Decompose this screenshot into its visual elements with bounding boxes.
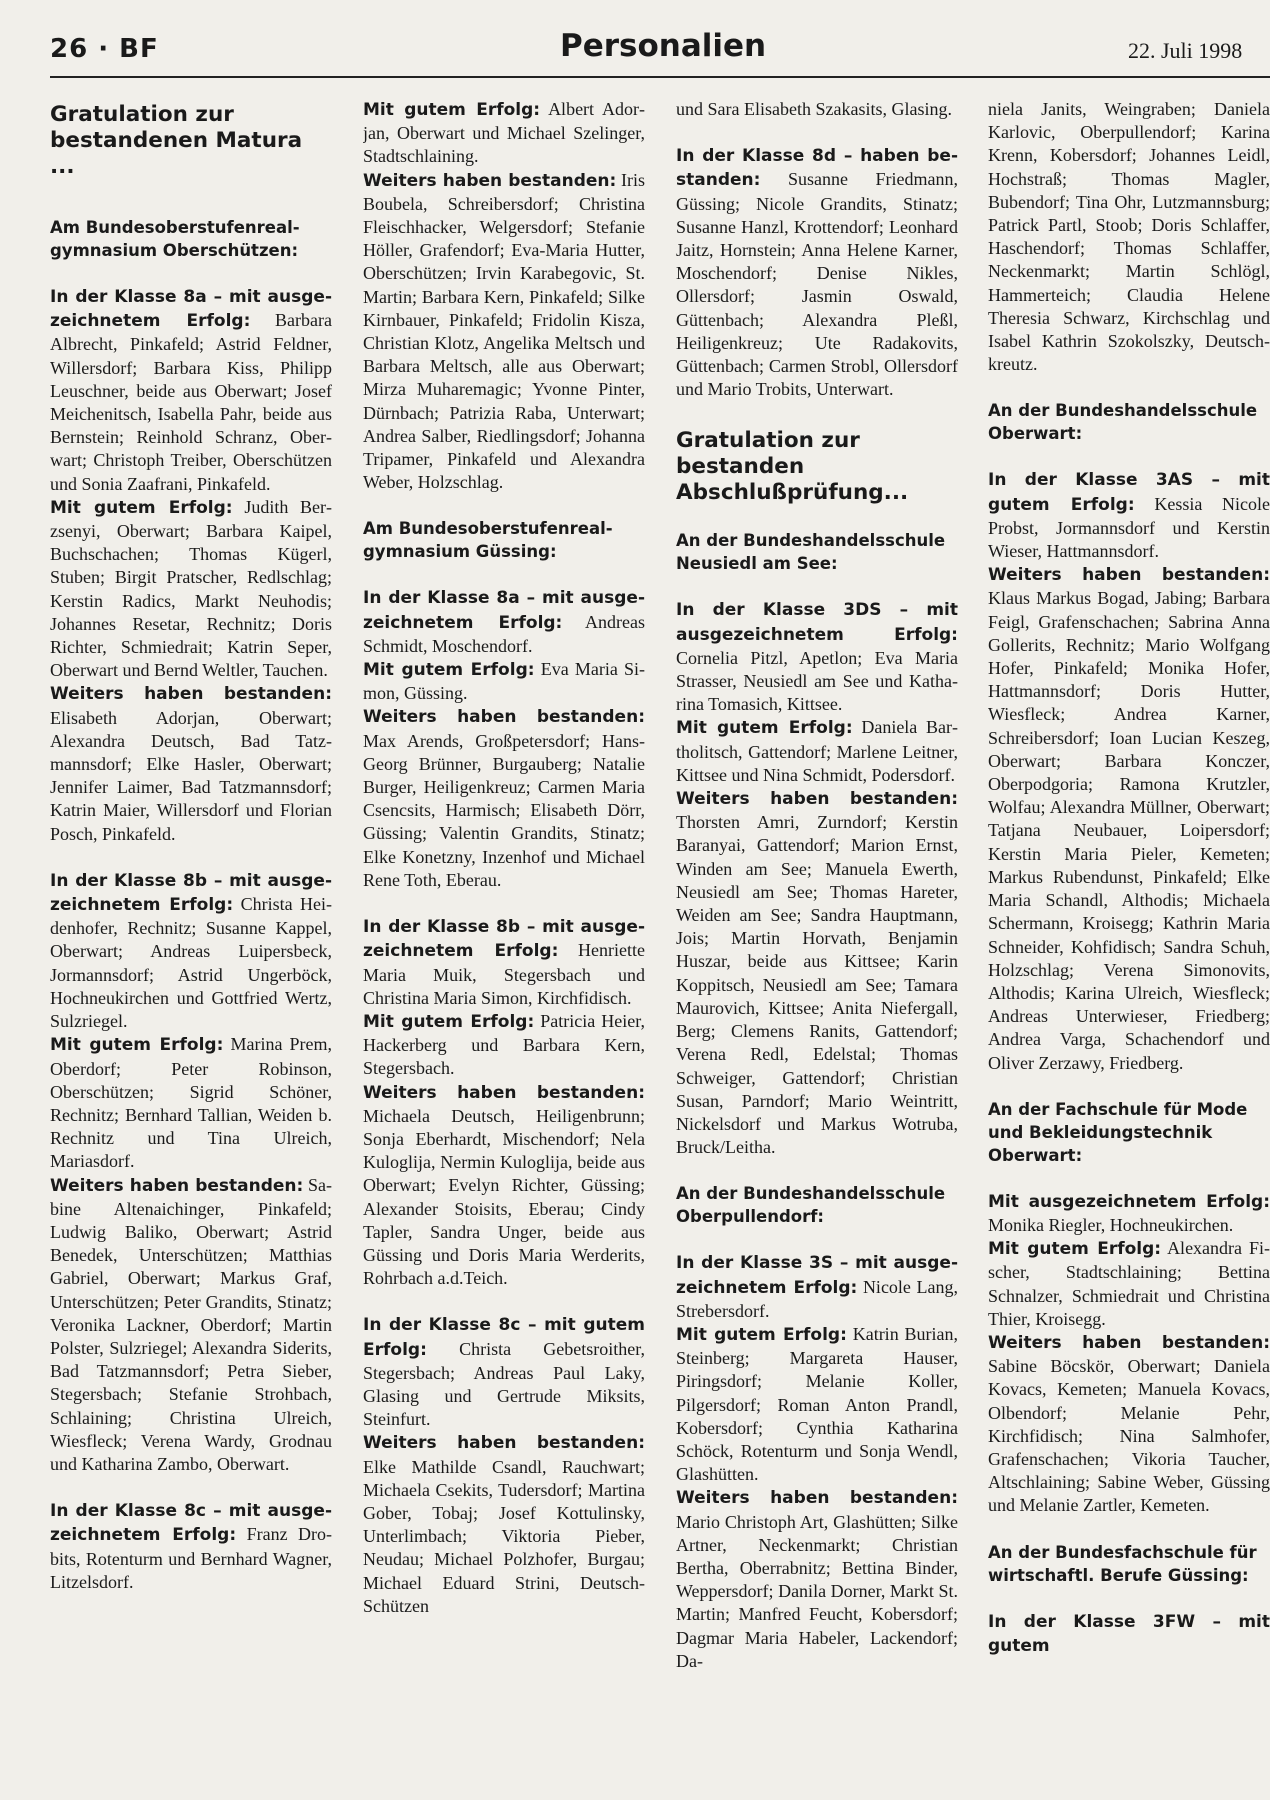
category-label: Mit gutem Erfolg: [363, 660, 535, 681]
name-list-paragraph [676, 716, 958, 787]
category-label: In der Klasse 8a – mit ausgezeichnetem Erfolg: [363, 588, 645, 633]
graduate-names: Patricia Heier, Hackerberg und Barbara Kern, Stegersbach. [363, 1010, 645, 1079]
category-label: In der Klasse 3DS – mit ausgezeichnetem Erfolg: [676, 600, 958, 645]
graduate-names: Max Arends, Großpetersdorf; Hans-Georg Brünner, Burgauberg; Natalie Burger, Heiligenkreuz; Carmen Maria Csencsits, Harmisch; Elisabeth Dörr, Güssing; Valentin Grandits, Stinatz; Elke Konetzny, Inzenhof und Michael Rene Toth, Eberau. [363, 730, 645, 890]
text-column-4 [988, 98, 1270, 1788]
category-label: In der Klasse 8c – mit gutem Erfolg: [363, 1315, 645, 1360]
category-label: Mit gutem Erfolg: [363, 100, 541, 120]
graduate-names: Christa Heidenhofer, Rechnitz; Susanne Kappel, Oberwart; Andreas Luipersbeck, Jormannsdorf; Astrid Ungerböck, Hochneukirchen und Gottfried Wertz, Sulzriegel. [50, 894, 332, 1032]
category-label: In der Klasse 3AS – mit gutem Erfolg: [988, 470, 1270, 515]
name-list-paragraph [676, 598, 958, 716]
name-list-paragraph [50, 496, 332, 683]
name-list-paragraph [363, 169, 645, 495]
name-list-paragraph [676, 1251, 958, 1323]
paragraph-spacer [363, 1290, 645, 1313]
name-list-paragraph [988, 1610, 1270, 1658]
name-list-paragraph [676, 1323, 958, 1486]
name-list-paragraph [50, 869, 332, 1033]
paragraph-spacer [50, 262, 332, 285]
name-list-paragraph [50, 285, 332, 496]
paragraph-spacer [363, 892, 645, 915]
category-label: Weiters haben bestanden: [676, 1488, 958, 1509]
graduate-names: Iris Boubela, Schreibersdorf; Christina Fleischhacker, Welgersdorf; Stefanie Höller, Grafendorf; Eva-Maria Hutter, Oberschützen; Irvin Karabegovic, St. Martin; Barbara Kern, Pinkafeld; Silke Kirnbauer, Pinkafeld; Fridolin Kisza, Christian Klotz, Angelika Meltsch und Barbara Meltsch, alle aus Oberwart; Mirza Muharemagic; Yvonne Pinter, Dürnbach; Patrizia Raba, Unterwart; Andrea Salber, Riedlingsdorf; Johanna Tripamer, Pinkafeld und Alexandra Weber, Holzschlag. [363, 169, 645, 493]
category-label: Mit gutem Erfolg: [363, 1011, 535, 1032]
school-heading: An der Bundeshandelsschule Oberwart: [988, 401, 1258, 444]
category-label: Mit gutem Erfolg: [50, 1035, 224, 1056]
category-label: Mit gutem Erfolg: [988, 1239, 1162, 1260]
paragraph-spacer [676, 121, 958, 144]
category-label: Weiters haben bestanden: [50, 684, 332, 705]
graduate-names: Thorsten Amri, Zurndorf; Kerstin Baranyai, Gattendorf; Marion Ernst, Winden am See; Manuela Ewerth, Neusiedl am See; Thomas Hareter, Weiden am See; Sandra Hauptmann, Jois; Martin Horvath, Benjamin Huszar, beide aus Kittsee; Karin Koppitsch, Neusiedl am See; Tamara Maurovich, Kittsee; Anita Niefergall, Berg; Clemens Ranits, Gattendorf; Verena Redl, Edelstal; Thomas Schweiger, Gattendorf; Christian Susan, Parndorf; Mario Weintritt, Nickelsdorf und Markus Wotruba, Bruck/Leitha. [676, 812, 958, 1158]
school-heading: An der Fachschule für Mode und Bekleidungstechnik Oberwart: [988, 1099, 1248, 1165]
category-label: In der Klasse 3FW – mit gutem [988, 1611, 1270, 1656]
paragraph-spacer [988, 445, 1270, 468]
name-list-paragraph [988, 98, 1270, 376]
paragraph-spacer [988, 1075, 1270, 1098]
issue-date: 22. Juli 1998 [1128, 38, 1243, 63]
graduate-names: Andreas Schmidt, Moschendorf. [363, 611, 645, 656]
header-rule [50, 76, 1270, 78]
paragraph-spacer [363, 494, 645, 517]
category-label: Weiters haben bestanden: [363, 1433, 645, 1454]
paragraph-spacer [676, 575, 958, 598]
paragraph-spacer [676, 1228, 958, 1251]
graduate-names: Elisabeth Adorjan, Oberwart; Alexandra Deutsch, Bad Tatzmannsdorf; Elke Hasler, Oberwart; Jennifer Laimer, Bad Tatzmannsdorf; Katrin Maier, Willersdorf und Florian Posch, Pinkafeld. [50, 707, 332, 844]
name-list-paragraph [676, 1486, 958, 1673]
name-list-paragraph [676, 144, 958, 401]
graduate-names: Henriette Maria Muik, Stegersbach und Christina Maria Simon, Kirchfidisch. [363, 940, 645, 1008]
graduate-names: Sabine Böcskör, Oberwart; Daniela Kovacs, Kemeten; Manuela Kovacs, Olbendorf; Melanie Pehr, Kirchfidisch; Nina Salmhofer, Grafenschachen; Vikoria Taucher, Altschlaining; Sabine Weber, Güssing und Melanie Zartler, Kemeten. [988, 1356, 1270, 1516]
category-label: Mit ausgezeichnetem Erfolg: [988, 1191, 1270, 1212]
graduate-names: Eva Maria Simon, Güssing. [363, 659, 645, 704]
graduate-names: Kessia Nicole Probst, Jormannsdorf und Kerstin Wieser, Hattmannsdorf. [988, 493, 1270, 562]
category-label: Weiters haben bestanden: [363, 170, 617, 191]
graduate-names: Katrin Burian, Steinberg; Margareta Hauser, Piringsdorf; Melanie Koller, Pilgersdorf; Roman Anton Prandl, Kobersdorf; Cynthia Katharina Schöck, Rotenturm und Sonja Wendl, Glashütten. [676, 1323, 958, 1485]
name-list-paragraph [988, 1331, 1270, 1518]
graduate-names: Franz Drobits, Rotenturm und Bernhard Wagner, Litzelsdorf. [50, 1524, 332, 1592]
graduate-names: Barbara Albrecht, Pinkafeld; Astrid Feldner, Willersdorf; Barbara Kiss, Philipp Leuschner, beide aus Oberwart; Josef Meichenitsch, Isabella Pahr, beide aus Bernstein; Reinhold Schranz, Oberwart; Christoph Treiber, Oberschützen und Sonia Zaafrani, Pinkafeld. [50, 310, 332, 494]
name-list-paragraph [50, 1499, 332, 1594]
category-label: Weiters haben bestanden: [363, 707, 645, 728]
name-list-paragraph [988, 1237, 1270, 1331]
graduate-names: Susanne Friedmann, Güssing; Nicole Grandits, Stinatz; Susanne Hanzl, Krottendorf; Leonhard Jaitz, Hornstein; Anna Helene Karner, Moschendorf; Denise Nikles, Ollersdorf; Jasmin Oswald, Güttenbach; Alexandra Pleßl, Heiligenkreuz; Ute Radakovits, Güttenbach; Carmen Strobl, Ollersdorf und Mario Trobits, Unterwart. [676, 169, 958, 400]
category-label: Weiters haben bestanden: [676, 789, 958, 810]
category-label: Mit gutem Erfolg: [50, 497, 233, 518]
name-list-paragraph [363, 1081, 645, 1291]
name-list-paragraph [363, 915, 645, 1010]
page-header [0, 0, 1270, 80]
category-label: Mit gutem Erfolg: [676, 718, 853, 739]
section-title: Personalien [560, 28, 767, 64]
paragraph-spacer [988, 1587, 1270, 1610]
graduate-names: niela Janits, Weingraben; Daniela Karlovic, Oberpullendorf; Karina Krenn, Kobersdorf; Johannes Leidl, Hochstraß; Thomas Magler, Bubendorf; Tina Ohr, Lutzmannsburg; Patrick Partl, Stoob; Doris Schlaffer, Haschendorf; Thomas Schlaffer, Neckenmarkt; Martin Schlögl, Hammerteich; Claudia Helene Theresia Schwarz, Kirchschlag und Isabel Kathrin Szokolszky, Deutschkreutz. [988, 99, 1270, 375]
paragraph-spacer [988, 1518, 1270, 1541]
name-list-paragraph [50, 1174, 332, 1477]
paragraph-spacer [988, 376, 1270, 399]
paragraph-spacer [363, 563, 645, 586]
category-label: In der Klasse 8a – mit ausgezeichnetem Erfolg: [50, 287, 332, 332]
category-label: Weiters haben bestanden: [988, 1332, 1270, 1353]
graduate-names: Sabine Altenaichinger, Pinkafeld; Ludwig Baliko, Oberwart; Astrid Benedek, Unterschützen; Matthias Gabriel, Oberwart; Markus Graf, Unterschützen; Peter Grandits, Stinatz; Veronika Lackner, Oberdorf; Martin Polster, Sulzriegel; Alexandra Siderits, Bad Tatzmannsdorf; Petra Sieber, Stegersbach; Stefanie Strohbach, Schlaining; Christina Ulreich, Wiesfleck; Verena Wardy, Grodnau und Katharina Zambo, Oberwart. [50, 1174, 332, 1474]
school-heading: Am Bundesoberstufenrealgymnasium Güssing: [363, 519, 613, 562]
name-list-paragraph [363, 586, 645, 658]
section-headline: Gratulation zur bestanden Abschlußprüfung... [676, 428, 909, 506]
school-heading: An der Bundeshandelsschule Oberpullendorf: [676, 1184, 946, 1227]
paragraph-spacer [988, 1167, 1270, 1190]
name-list-paragraph [363, 1431, 645, 1618]
category-label: In der Klasse 8c – mit ausgezeichnetem Erfolg: [50, 1501, 332, 1546]
text-column-3 [676, 98, 958, 1788]
category-label: Weiters haben bestanden: [50, 1175, 304, 1196]
name-list-paragraph [988, 563, 1270, 1074]
name-list-paragraph [363, 1313, 645, 1431]
graduate-names: Judith Berzsenyi, Oberwart; Barbara Kaipel, Buchschachen; Thomas Kügerl, Stuben; Birgit Pratscher, Redlschlag; Kerstin Radics, Markt Neuhodis; Johannes Resetar, Rechnitz; Doris Richter, Schmiedrait; Katrin Seper, Oberwart und Bernd Weltler, Tauchen. [50, 496, 332, 681]
text-column-1 [50, 98, 332, 1788]
name-list-paragraph [363, 658, 645, 705]
name-list-paragraph [363, 705, 645, 892]
graduate-names: Marina Prem, Oberdorf; Peter Robinson, Oberschützen; Sigrid Schöner, Rechnitz; Bernhard Tallian, Weiden b. Rechnitz und Tina Ulreich, Mariasdorf. [50, 1034, 332, 1172]
graduate-names: Christa Gebetsroither, Stegersbach; Andreas Paul Laky, Glasing und Gertrude Miksits, Steinfurt. [363, 1338, 645, 1430]
category-label: Mit gutem Erfolg: [676, 1324, 847, 1345]
name-list-paragraph [988, 468, 1270, 563]
name-list-paragraph [676, 98, 958, 121]
paragraph-spacer [50, 1476, 332, 1499]
page-number-label: 26 · BF [50, 34, 159, 64]
category-label: In der Klasse 3S – mit ausgezeichnetem Erfolg: [676, 1253, 958, 1298]
graduate-names: Mario Christoph Art, Glashütten; Silke Artner, Neckenmarkt; Christian Bertha, Oberrabnitz; Bettina Binder, Weppersdorf; Danila Dorner, Markt St. Martin; Manfred Feucht, Kobersdorf; Dagmar Maria Habeler, Lackendorf; Da- [676, 1511, 958, 1671]
school-heading: Am Bundesoberstufenrealgymnasium Oberschützen: [50, 218, 300, 260]
graduate-names: Alexandra Fischer, Stadtschlaining; Bettina Schnalzer, Schmiedrait und Christina Thier, Kroisegg. [988, 1238, 1270, 1329]
name-list-paragraph [363, 1010, 645, 1081]
name-list-paragraph [988, 1190, 1270, 1237]
category-label: In der Klasse 8b – mit ausgezeichnetem Erfolg: [50, 870, 332, 916]
category-label: Weiters haben bestanden: [988, 565, 1270, 586]
graduate-names: Daniela Bartholitsch, Gattendorf; Marlene Leitner, Kittsee und Nina Schmidt, Podersdorf. [676, 717, 958, 785]
category-label: In der Klasse 8b – mit ausgezeichnetem Erfolg: [363, 917, 645, 962]
paragraph-spacer [50, 180, 332, 216]
name-list-paragraph [50, 682, 332, 845]
name-list-paragraph [676, 787, 958, 1159]
graduate-names: Nicole Lang, Strebersdorf. [676, 1276, 958, 1321]
graduate-names: Michaela Deutsch, Heiligenbrunn; Sonja Eberhardt, Mischendorf; Nela Kuloglija, Nermin Kuloglija, beide aus Oberwart; Evelyn Richter, Güssing; Alexander Stoisits, Eberau; Cindy Tapler, Sandra Unger, beide aus Güssing und Doris Maria Werderits, Rohrbach a.d.Teich. [363, 1105, 645, 1289]
graduate-names: Elke Mathilde Csandl, Rauchwart; Michaela Csekits, Tudersdorf; Martina Gober, Tobaj; Josef Kottulinsky, Unterlimbach; Viktoria Pieber, Neudau; Michael Polzhofer, Burgau; Michael Eduard Strini, Deutsch-Schützen [363, 1456, 645, 1616]
category-label: In der Klasse 8d – haben bestanden: [676, 146, 958, 191]
graduate-names: Cornelia Pitzl, Apetlon; Eva Maria Strasser, Neusiedl am See und Katharina Tomasich, Kittsee. [676, 647, 958, 715]
text-column-2 [363, 98, 645, 1788]
category-label: Weiters haben bestanden: [363, 1082, 645, 1103]
graduate-names: und Sara Elisabeth Szakasits, Glasing. [676, 99, 952, 119]
graduate-names: Monika Riegler, Hochneukirchen. [988, 1214, 1234, 1235]
paragraph-spacer [676, 401, 958, 424]
name-list-paragraph [50, 1033, 332, 1173]
paragraph-spacer [50, 846, 332, 869]
section-headline: Gratulation zur bestandenen Matura ... [50, 102, 303, 179]
school-heading: An der Bundeshandelsschule Neusiedl am See: [676, 531, 946, 574]
school-heading: An der Bundesfachschule für wirtschaftl. Berufe Güssing: [988, 1542, 1257, 1585]
name-list-paragraph [363, 98, 645, 169]
graduate-names: Klaus Markus Bogad, Jabing; Barbara Feigl, Grafenschachen; Sabrina Anna Gollerits, Rechnitz; Mario Wolfgang Hofer, Pinkafeld; Monika Hofer, Hattmannsdorf; Doris Hutter, Wiesfleck; Andrea Karner, Schreibersdorf; Ioan Lucian Keszeg, Oberwart; Barbara Konczer, Oberpodgoria; Ramona Krutzler, Wolfau; Alexandra Müllner, Oberwart; Tatjana Neubauer, Loipersdorf; Kerstin Maria Pieler, Kemeten; Markus Rubendunst, Pinkafeld; Elke Maria Schandl, Althodis; Michaela Schermann, Kroisegg; Kathrin Maria Schneider, Kohfidisch; Sandra Schuh, Holzschlag; Verena Simonovits, Althodis; Karina Ulreich, Wiesfleck; Andreas Unterwieser, Friedberg; Andrea Varga, Schachendorf und Oliver Zerzawy, Friedberg. [988, 588, 1270, 1073]
paragraph-spacer [676, 506, 958, 529]
paragraph-spacer [676, 1159, 958, 1182]
graduate-names: Albert Adorjan, Oberwart und Michael Szelinger, Stadtschlaining. [363, 99, 645, 167]
